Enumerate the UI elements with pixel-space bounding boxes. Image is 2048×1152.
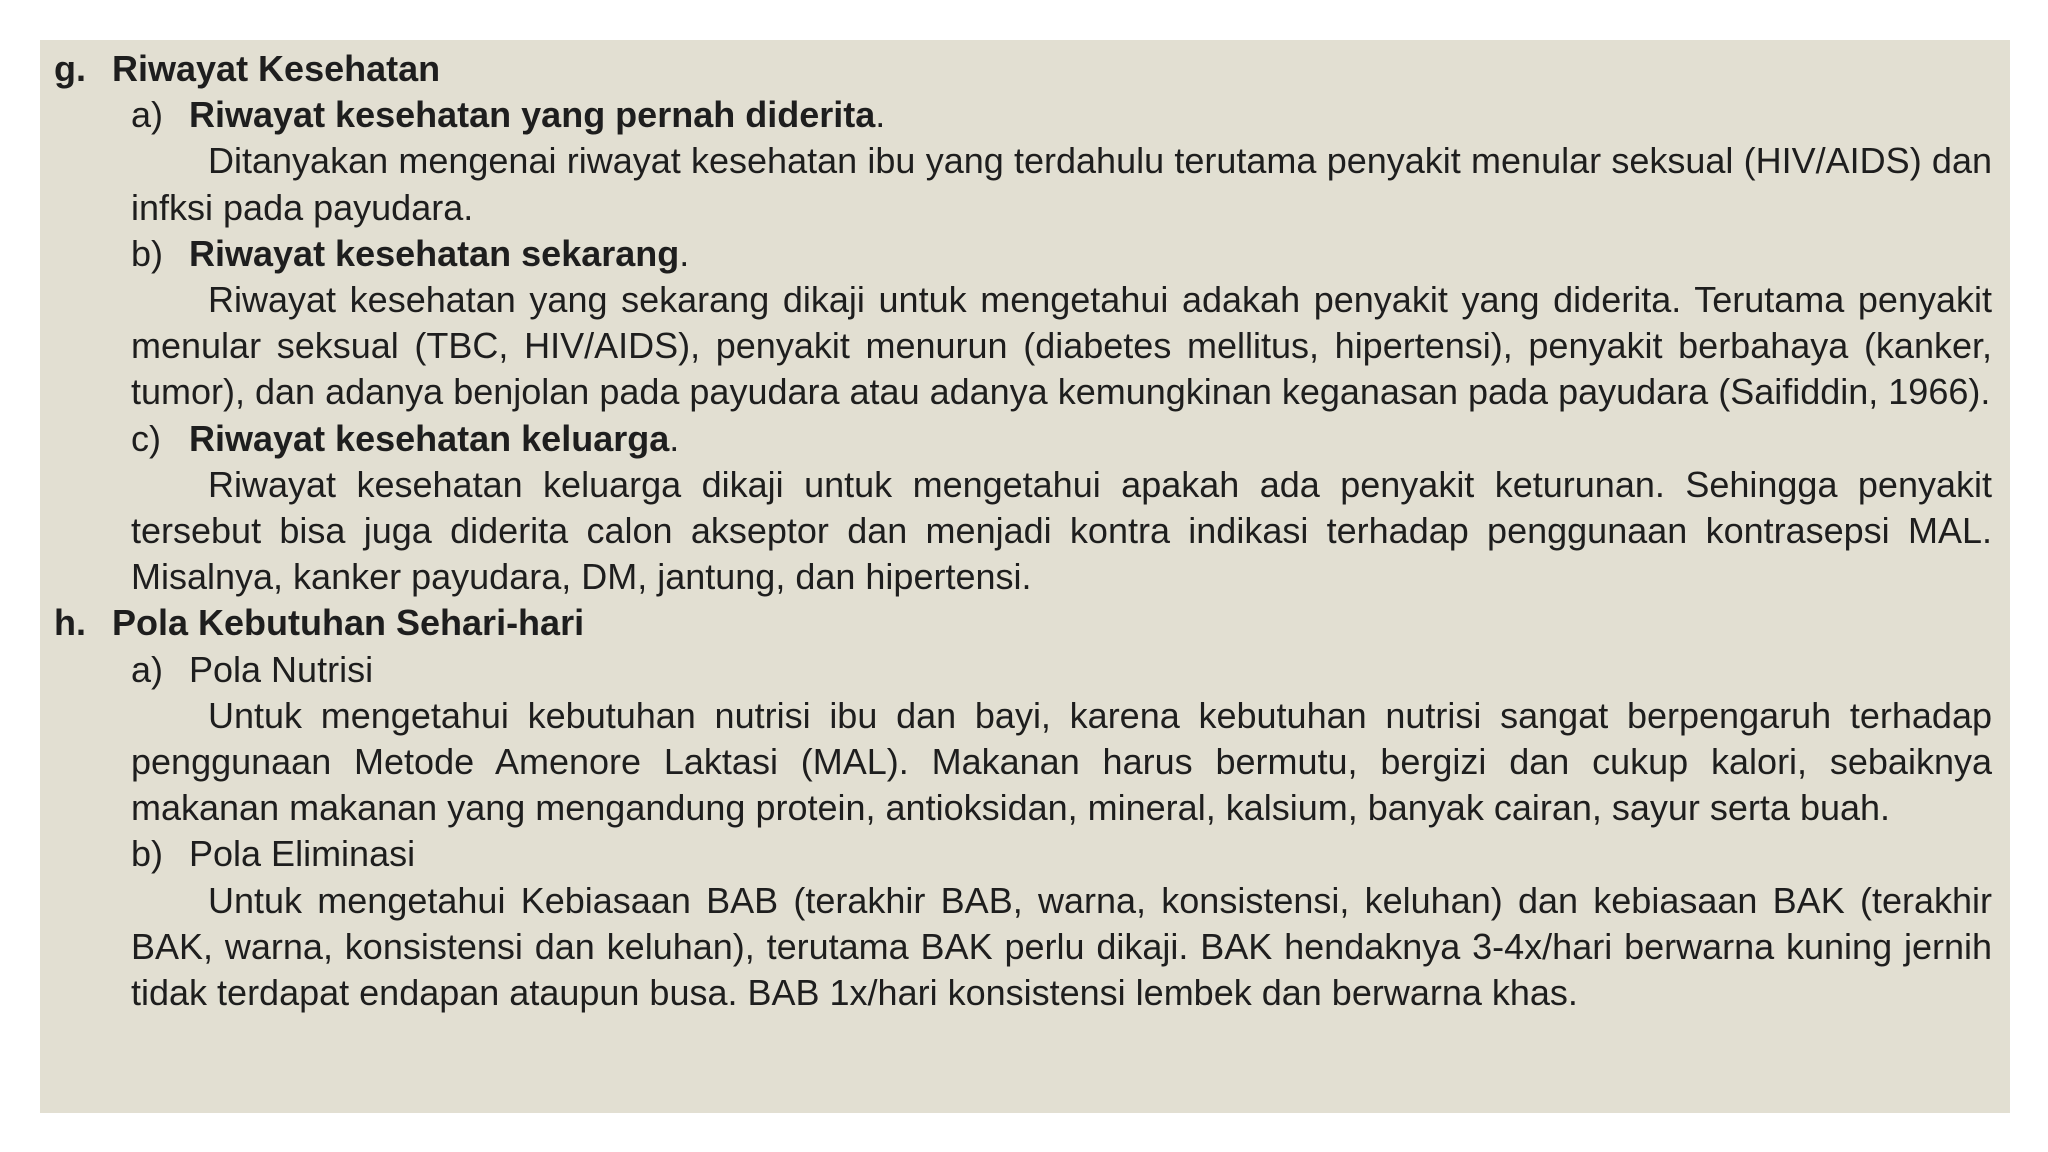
item-marker: a) <box>131 648 164 690</box>
item-title: Pola Nutrisi <box>189 648 374 690</box>
item-marker: c) <box>131 417 161 459</box>
section-title: Pola Kebutuhan Sehari-hari <box>112 602 585 644</box>
section-heading-riwayat-kesehatan <box>54 46 1992 92</box>
subheading-riwayat-sekarang <box>131 231 1992 277</box>
item-title: Riwayat kesehatan yang pernah diderita <box>189 94 876 136</box>
item-marker: a) <box>131 94 164 136</box>
paragraph-riwayat-keluarga: Riwayat kesehatan keluarga dikaji untuk mengetahui apakah ada penyakit keturunan. Sehingga penyakit tersebut bisa juga diderita calon akseptor dan menjadi kontra indikasi terhadap penggunaan kontrasepsi MAL. Misalnya, kanker payudara, DM, jantung, dan hipertensi. <box>131 463 1992 598</box>
paragraph-riwayat-pernah-diderita: Ditanyakan mengenai riwayat kesehatan ibu yang terdahulu terutama penyakit menular seksual (HIV/AIDS) dan infksi pada payudara. <box>131 140 1992 228</box>
item-title: Riwayat kesehatan sekarang <box>189 232 680 274</box>
subheading-pola-eliminasi <box>131 831 1992 877</box>
paragraph-pola-nutrisi: Untuk mengetahui kebutuhan nutrisi ibu dan bayi, karena kebutuhan nutrisi sangat berpengaruh terhadap penggunaan Metode Amenore Laktasi (MAL). Makanan harus bermutu, bergizi dan cukup kalori, sebaiknya makanan makanan yang mengandung protein, antioksidan, mineral, kalsium, banyak cairan, sayur serta buah. <box>131 694 1992 829</box>
item-title-suffix: . <box>679 232 690 274</box>
paragraph-riwayat-sekarang: Riwayat kesehatan yang sekarang dikaji untuk mengetahui adakah penyakit yang diderita. Terutama penyakit menular seksual (TBC, HIV/AIDS), penyakit menurun (diabetes mellitus, hipertensi), penyakit berbahaya (kanker, tumor), dan adanya benjolan pada payudara atau adanya kemungkinan keganasan pada payudara (Saifiddin, 1966). <box>131 279 1992 413</box>
item-marker: b) <box>131 833 164 875</box>
section-heading-pola-kebutuhan <box>54 600 1992 646</box>
item-title: Riwayat kesehatan keluarga <box>189 417 670 459</box>
subheading-pola-nutrisi <box>131 647 1992 693</box>
subheading-riwayat-pernah-diderita <box>131 92 1992 138</box>
document-content <box>54 46 1992 1016</box>
section-title: Riwayat Kesehatan <box>112 48 441 89</box>
item-title-suffix: . <box>875 94 886 136</box>
subheading-riwayat-keluarga <box>131 416 1992 462</box>
item-title: Pola Eliminasi <box>189 833 416 875</box>
paragraph-pola-eliminasi: Untuk mengetahui Kebiasaan BAB (terakhir BAB, warna, konsistensi, keluhan) dan kebiasaan BAK (terakhir BAK, warna, konsistensi dan keluhan), terutama BAK perlu dikaji. BAK hendaknya 3-4x/hari berwarna kuning jernih tidak terdapat endapan ataupun busa. BAB 1x/hari konsistensi lembek dan berwarna khas. <box>131 879 1992 1014</box>
section-marker: h. <box>54 602 86 644</box>
item-marker: b) <box>131 232 164 274</box>
item-title-suffix: . <box>669 417 680 459</box>
section-marker: g. <box>54 48 86 89</box>
